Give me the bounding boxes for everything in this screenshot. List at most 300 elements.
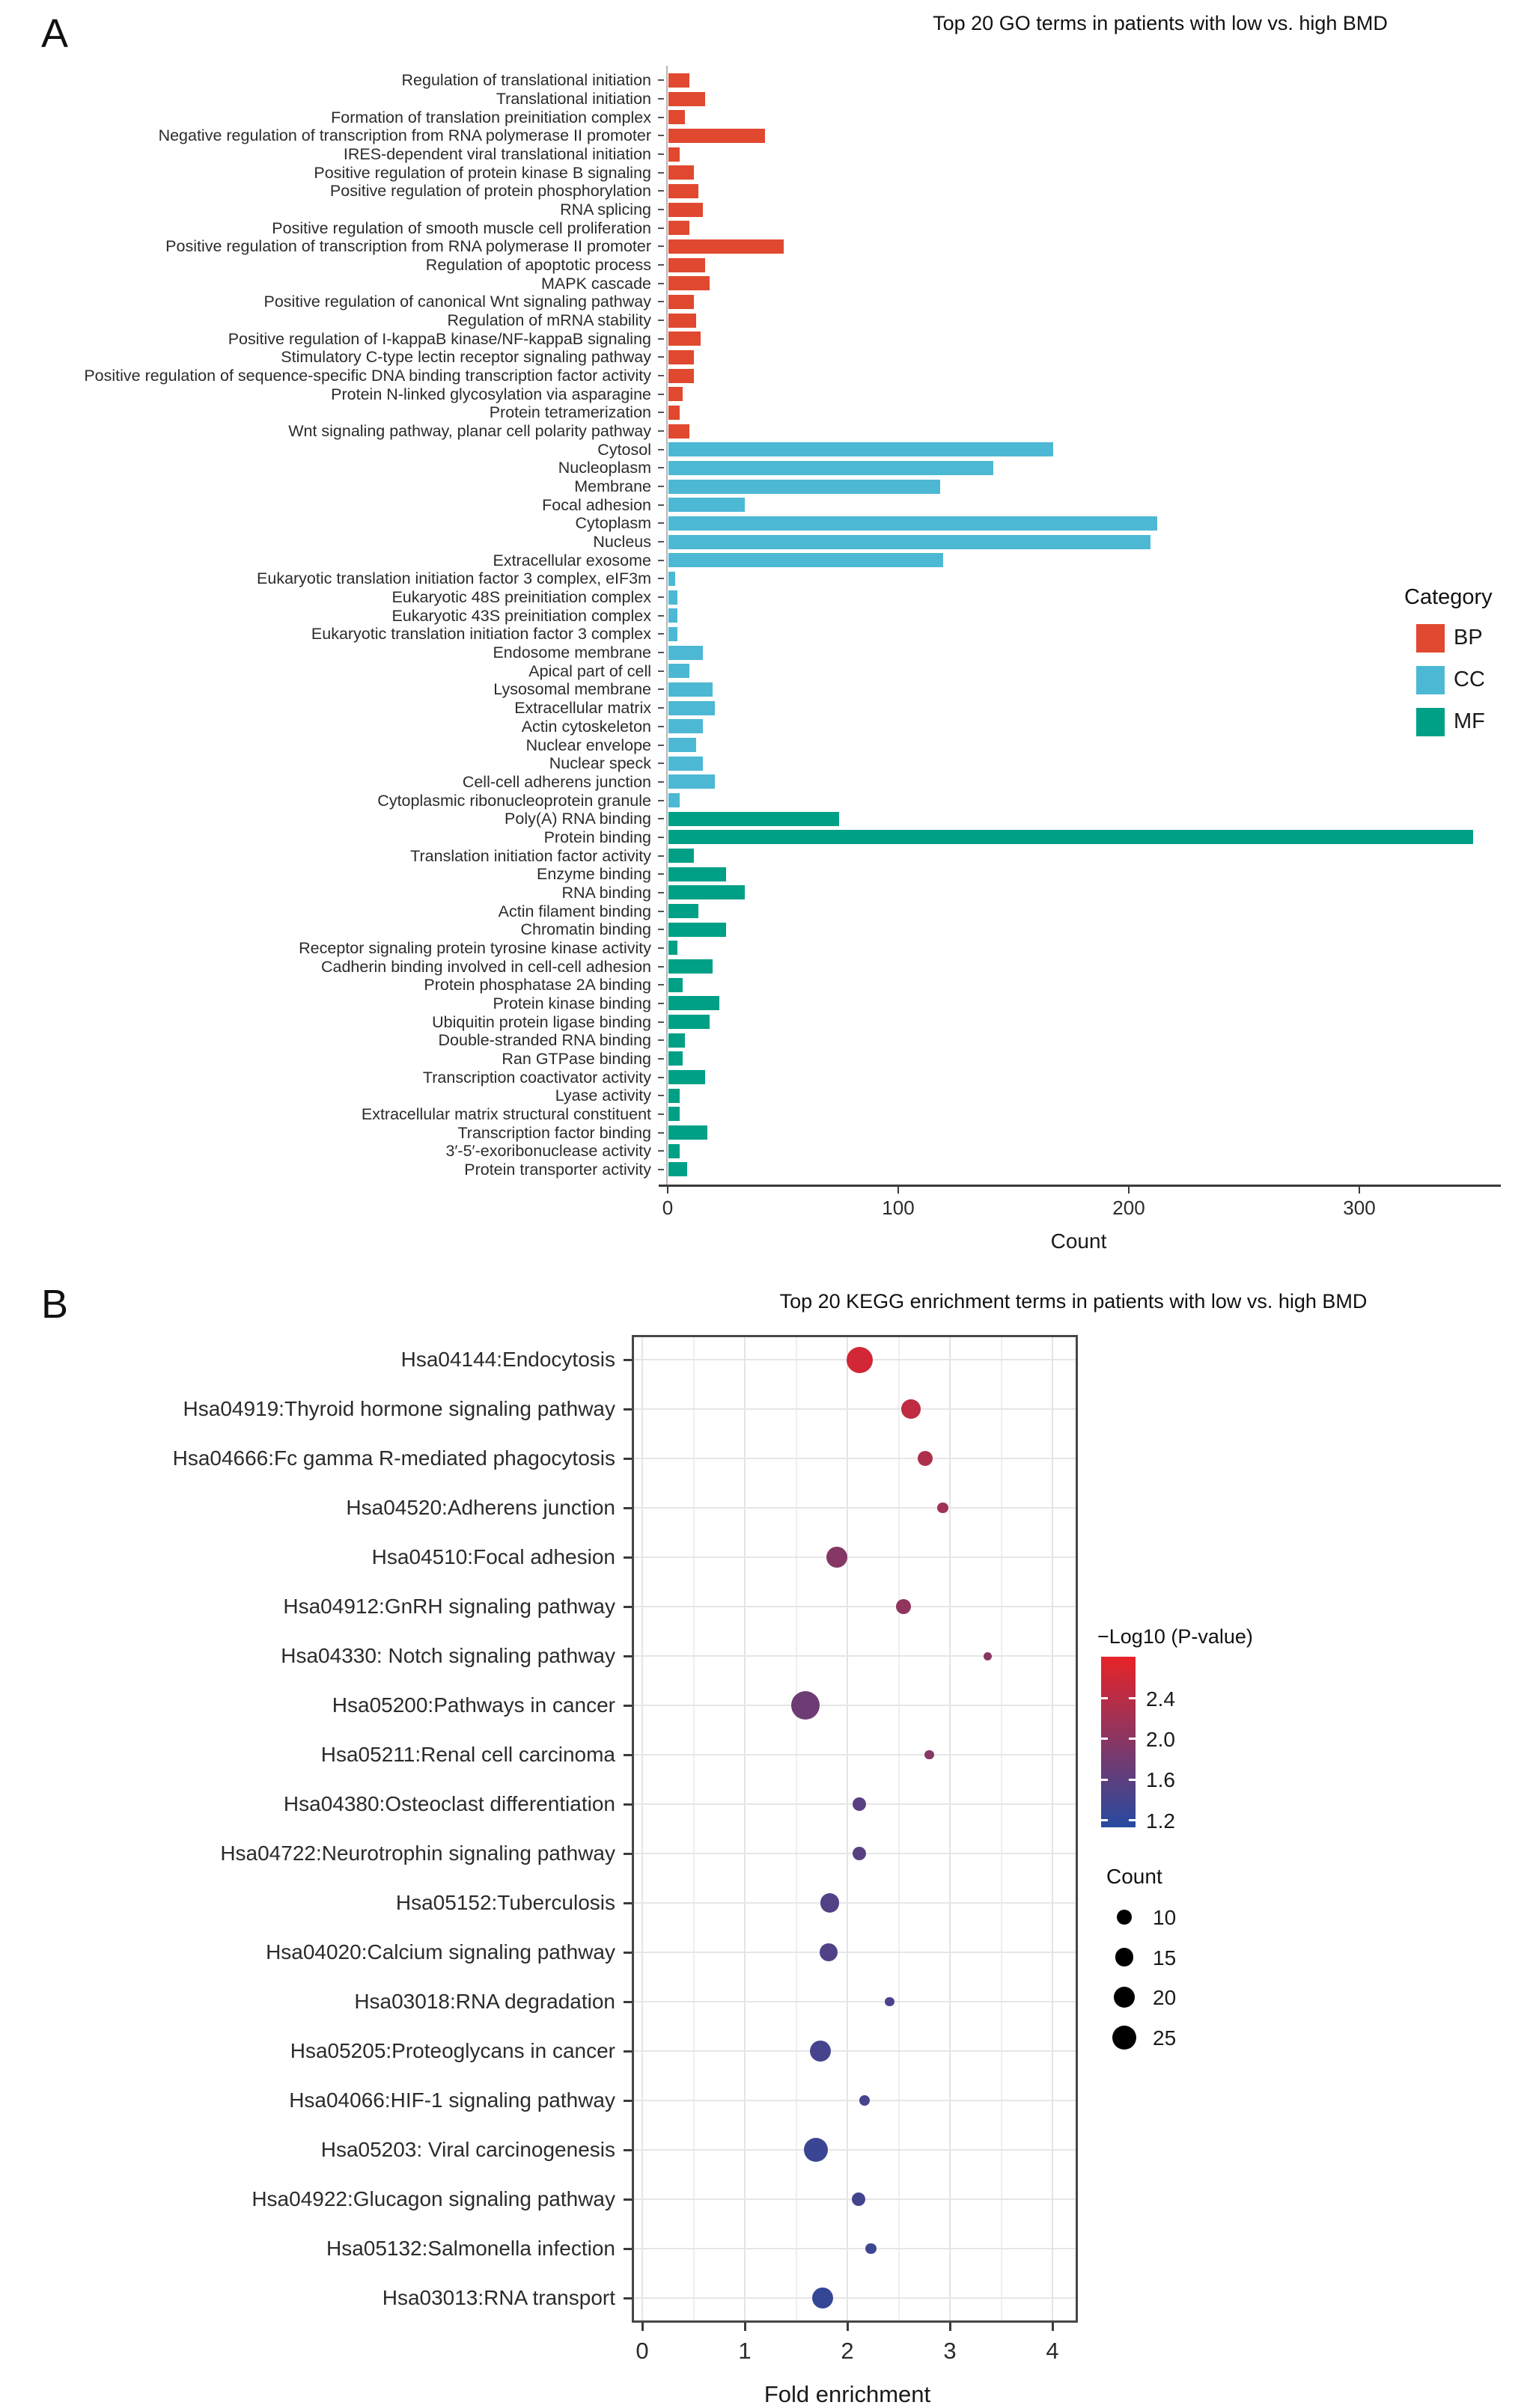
y-tick-mark (624, 1952, 632, 1954)
bar-label: Positive regulation of protein kinase B signaling (314, 163, 651, 182)
category-legend (1404, 585, 1493, 733)
colorbar-tick (1129, 1779, 1136, 1781)
pathway-label: Hsa04722:Neurotrophin signaling pathway (220, 1842, 615, 1865)
pathway-label: Hsa04520:Adherens junction (346, 1496, 615, 1519)
category-legend-title: Category (1404, 585, 1493, 609)
bar-label: Positive regulation of canonical Wnt signaling pathway (263, 293, 651, 311)
bar-bp (668, 147, 680, 162)
count-legend-circle (1112, 2026, 1136, 2050)
y-tick-mark (658, 560, 664, 561)
y-tick-mark (658, 1003, 664, 1004)
pvalue-color-legend (1097, 1625, 1367, 1833)
bar-label: Protein kinase binding (493, 994, 651, 1012)
bar-label: Actin cytoskeleton (521, 717, 651, 736)
bar-bp (668, 203, 703, 217)
bar-label: Protein transporter activity (464, 1160, 651, 1179)
bar-mf (668, 1015, 710, 1029)
pathway-label: Hsa05211:Renal cell carcinoma (320, 1743, 615, 1766)
count-legend-circle (1115, 1948, 1134, 1967)
bar-label: Nucleoplasm (558, 459, 651, 477)
gridline-horizontal (634, 1458, 1076, 1459)
y-tick-mark (624, 1359, 632, 1361)
plot-panel (632, 1335, 1078, 2323)
bar-bp (668, 331, 701, 346)
bar-mf (668, 941, 677, 955)
y-tick-mark (658, 356, 664, 358)
x-tick-label: 1 (738, 2338, 752, 2364)
gridline-vertical (898, 1337, 900, 2320)
bar-label: Positive regulation of protein phosphorylation (329, 182, 651, 201)
y-tick-mark (658, 652, 664, 653)
y-tick-mark (658, 1150, 664, 1152)
bar-label: Protein N-linked glycosylation via asparagine (331, 385, 651, 403)
bar-label: MAPK cascade (541, 274, 651, 293)
bar-label: Stimulatory C-type lectin receptor signaling pathway (281, 348, 651, 367)
pathway-label: Hsa05152:Tuberculosis (395, 1891, 615, 1914)
y-tick-mark (658, 153, 664, 155)
bar-mf (668, 1051, 683, 1066)
pathway-label: Hsa04666:Fc gamma R-mediated phagocytosis (172, 1446, 615, 1470)
y-tick-mark (658, 98, 664, 100)
bar-label: Translation initiation factor activity (410, 846, 651, 865)
legend-label-mf: MF (1454, 709, 1485, 733)
y-tick-mark (658, 615, 664, 617)
bar-mf (668, 812, 839, 826)
y-tick-mark (658, 984, 664, 985)
bar-label: Focal adhesion (542, 495, 651, 514)
bar-bp (668, 406, 680, 420)
y-tick-mark (624, 1606, 632, 1608)
x-tick-mark (949, 2323, 951, 2331)
data-dot (847, 1347, 873, 1373)
y-tick-mark (624, 2297, 632, 2299)
bar-label: Double-stranded RNA binding (438, 1031, 651, 1050)
y-tick-mark (658, 670, 664, 672)
bar-bp (668, 92, 705, 106)
gridline-vertical (641, 1337, 643, 2320)
y-tick-mark (624, 1655, 632, 1657)
bar-label: Nuclear speck (549, 754, 651, 773)
bar-cc (668, 627, 677, 641)
bar-mf (668, 996, 719, 1010)
x-tick-label: 3 (943, 2338, 957, 2364)
pathway-label: Hsa04919:Thyroid hormone signaling pathway (183, 1397, 615, 1420)
y-tick-mark (658, 264, 664, 266)
bar-cc (668, 572, 675, 586)
colorbar-tick-label: 2.0 (1146, 1727, 1175, 1751)
gridline-horizontal (634, 1754, 1076, 1755)
gridline-vertical (1001, 1337, 1002, 2320)
gridline-vertical (1052, 1337, 1053, 2320)
bar-label: Regulation of translational initiation (401, 71, 651, 90)
y-tick-mark (624, 1507, 632, 1509)
bar-mf (668, 904, 698, 918)
bar-label: Protein binding (543, 828, 651, 846)
data-dot (791, 1691, 820, 1720)
bar-label: Negative regulation of transcription from RNA polymerase II promoter (158, 126, 651, 145)
bar-label: Positive regulation of I-kappaB kinase/NF-kappaB signaling (228, 329, 651, 348)
x-axis-title: Fold enrichment (764, 2381, 931, 2407)
y-tick-mark (658, 745, 664, 746)
gridline-horizontal (634, 1408, 1076, 1410)
bar-bp (668, 129, 765, 143)
pathway-label: Hsa05203: Viral carcinogenesis (320, 2138, 615, 2161)
data-dot (820, 1943, 838, 1961)
data-dot (984, 1652, 992, 1660)
y-tick-mark (658, 283, 664, 284)
y-tick-mark (658, 412, 664, 413)
y-tick-mark (658, 135, 664, 136)
bar-mf (668, 1162, 687, 1176)
y-tick-mark (658, 522, 664, 524)
bar-label: Ran GTPase binding (502, 1049, 651, 1068)
bar-label: IRES-dependent viral translational initiation (343, 145, 651, 163)
bar-label: Nuclear envelope (525, 736, 651, 754)
colorbar-tick-label: 2.4 (1146, 1687, 1175, 1711)
bar-cc (668, 480, 940, 494)
y-tick-mark (658, 596, 664, 598)
bar-label: Ubiquitin protein ligase binding (432, 1012, 651, 1031)
count-legend-label: 15 (1153, 1946, 1177, 1970)
colorbar-tick (1101, 1819, 1108, 1821)
bar-cc (668, 719, 703, 733)
y-tick-mark (624, 1408, 632, 1411)
bar-label: Eukaryotic translation initiation factor 3 complex (311, 625, 651, 644)
y-tick-mark (658, 449, 664, 450)
x-tick-label: 200 (1112, 1197, 1145, 1219)
gridline-vertical (744, 1337, 746, 2320)
bar-cc (668, 701, 715, 715)
gridline-horizontal (634, 1952, 1076, 1953)
bar-label: Cytoplasm (575, 514, 651, 533)
bar-label: Translational initiation (496, 90, 651, 108)
y-tick-mark (658, 1113, 664, 1115)
y-tick-mark (658, 172, 664, 174)
bar-cc (668, 682, 713, 697)
pathway-label: Hsa05205:Proteoglycans in cancer (290, 2039, 615, 2062)
data-dot (820, 1893, 840, 1913)
x-axis-title: Count (1050, 1229, 1107, 1253)
bar-label: Lyase activity (555, 1087, 651, 1105)
bar-label: Eukaryotic 48S preinitiation complex (391, 588, 651, 607)
y-tick-mark (658, 430, 664, 432)
panel-a-label: A (41, 11, 69, 56)
pathway-label: Hsa04922:Glucagon signaling pathway (252, 2187, 615, 2210)
colorbar-tick (1129, 1738, 1136, 1740)
colorbar-tick (1101, 1779, 1108, 1781)
y-tick-mark (658, 1132, 664, 1134)
y-tick-mark (658, 375, 664, 376)
x-tick-label: 300 (1343, 1197, 1376, 1219)
bar-bp (668, 276, 710, 290)
pvalue-colorbar (1101, 1657, 1136, 1827)
gridline-horizontal (634, 2001, 1076, 2002)
y-tick-mark (658, 245, 664, 247)
bar-label: Extracellular matrix structural constituent (361, 1104, 651, 1123)
y-tick-mark (658, 394, 664, 395)
bar-label: Cell-cell adherens junction (462, 772, 651, 791)
bar-label: Cytosol (597, 440, 651, 459)
y-tick-mark (658, 855, 664, 857)
bar-cc (668, 590, 677, 605)
pathway-label: Hsa03013:RNA transport (382, 2286, 615, 2309)
y-tick-mark (658, 818, 664, 819)
x-tick-mark (847, 2323, 849, 2331)
x-tick-mark (667, 1187, 669, 1194)
y-tick-mark (624, 2198, 632, 2201)
x-tick-mark (641, 2323, 644, 2331)
bar-cc (668, 608, 677, 623)
bar-label: Positive regulation of sequence-specific DNA binding transcription factor activity (84, 367, 651, 385)
bar-label: Extracellular matrix (514, 699, 651, 718)
gridline-horizontal (634, 1902, 1076, 1904)
legend-swatch-bp (1416, 624, 1445, 653)
x-tick-label: 0 (636, 2338, 649, 2364)
y-tick-mark (658, 763, 664, 764)
data-dot (812, 2288, 833, 2308)
colorbar-tick (1101, 1697, 1108, 1699)
bar-label: Apical part of cell (528, 661, 651, 680)
data-dot (852, 2192, 865, 2206)
bar-bp (668, 258, 705, 272)
y-tick-mark (658, 1021, 664, 1023)
pathway-label: Hsa04066:HIF-1 signaling pathway (289, 2088, 615, 2112)
gridline-vertical (847, 1337, 848, 2320)
kegg-chart-title: Top 20 KEGG enrichment terms in patients with low vs. high BMD (779, 1290, 1368, 1313)
y-tick-mark (658, 688, 664, 690)
bar-cc (668, 442, 1053, 456)
count-legend-label: 20 (1153, 1986, 1177, 2009)
y-tick-mark (658, 947, 664, 949)
count-legend-title: Count (1106, 1865, 1162, 1888)
x-tick-mark (1052, 2323, 1054, 2331)
bar-cc (668, 793, 680, 807)
gridline-vertical (796, 1337, 797, 2320)
bar-label: Formation of translation preinitiation complex (331, 108, 651, 126)
bar-label: Endosome membrane (493, 644, 651, 662)
legend-swatch-mf (1416, 708, 1445, 736)
y-tick-mark (658, 1039, 664, 1041)
bar-label: Eukaryotic 43S preinitiation complex (391, 606, 651, 625)
data-dot (901, 1399, 921, 1419)
colorbar-tick-label: 1.2 (1146, 1809, 1175, 1833)
data-dot (804, 2138, 828, 2162)
pathway-label: Hsa04144:Endocytosis (400, 1348, 615, 1371)
y-axis-line (666, 66, 668, 1185)
pathway-label: Hsa04510:Focal adhesion (371, 1545, 615, 1568)
y-tick-mark (658, 301, 664, 302)
y-tick-mark (658, 837, 664, 838)
y-tick-mark (624, 1458, 632, 1460)
bar-mf (668, 978, 683, 992)
count-legend-circle (1117, 1910, 1132, 1925)
bar-label: 3′-5′-exoribonuclease activity (445, 1142, 651, 1161)
x-tick-label: 2 (841, 2338, 854, 2364)
data-dot (885, 1997, 894, 2007)
bar-bp (668, 424, 689, 438)
y-tick-mark (658, 1077, 664, 1078)
gridline-vertical (693, 1337, 695, 2320)
y-tick-mark (658, 1058, 664, 1060)
colorbar-tick (1129, 1819, 1136, 1821)
y-tick-mark (624, 1754, 632, 1756)
bar-label: Wnt signaling pathway, planar cell polarity pathway (288, 422, 651, 441)
bar-label: RNA binding (561, 883, 651, 902)
bar-mf (668, 959, 713, 974)
go-chart-title: Top 20 GO terms in patients with low vs. high BMD (933, 12, 1388, 34)
bar-mf (668, 1089, 680, 1103)
y-tick-mark (624, 1803, 632, 1806)
y-tick-mark (658, 467, 664, 468)
y-tick-mark (624, 1556, 632, 1559)
x-tick-mark (1359, 1187, 1361, 1194)
y-tick-mark (658, 541, 664, 543)
bar-bp (668, 110, 685, 124)
y-tick-mark (658, 227, 664, 229)
bar-bp (668, 165, 694, 180)
data-dot (865, 2243, 876, 2254)
gridline-vertical (949, 1337, 951, 2320)
pathway-label: Hsa04912:GnRH signaling pathway (283, 1595, 615, 1618)
bar-label: Poly(A) RNA binding (505, 810, 651, 828)
bar-mf (668, 1033, 685, 1048)
count-size-legend (1106, 1865, 1331, 2050)
gridline-horizontal (634, 2248, 1076, 2249)
pathway-label: Hsa04380:Osteoclast differentiation (283, 1792, 615, 1815)
bar-cc (668, 535, 1150, 549)
y-tick-mark (658, 320, 664, 321)
bar-label: Protein phosphatase 2A binding (424, 976, 651, 994)
gridline-horizontal (634, 1705, 1076, 1706)
pathway-label: Hsa04020:Calcium signaling pathway (266, 1940, 615, 1964)
bar-label: Regulation of mRNA stability (447, 311, 651, 329)
y-tick-mark (658, 911, 664, 912)
y-tick-mark (658, 486, 664, 487)
bar-label: Receptor signaling protein tyrosine kinase activity (299, 938, 651, 957)
y-tick-mark (658, 79, 664, 81)
bar-mf (668, 1107, 680, 1121)
data-dot (937, 1503, 948, 1513)
y-tick-mark (624, 1902, 632, 1904)
bar-bp (668, 387, 683, 401)
y-tick-mark (658, 966, 664, 968)
y-tick-mark (658, 781, 664, 783)
count-legend-label: 10 (1153, 1906, 1177, 1929)
bar-label: RNA splicing (560, 201, 651, 219)
bar-bp (668, 221, 689, 235)
colorbar-tick-label: 1.6 (1146, 1768, 1175, 1792)
y-tick-mark (658, 633, 664, 635)
bar-label: Extracellular exosome (493, 551, 651, 569)
bar-mf (668, 867, 726, 881)
bar-cc (668, 498, 745, 512)
y-tick-mark (658, 1169, 664, 1170)
bar-mf (668, 885, 745, 899)
y-tick-mark (624, 2100, 632, 2102)
bar-mf (668, 1070, 705, 1084)
x-axis-line (659, 1185, 1501, 1187)
x-tick-label: 0 (662, 1197, 674, 1219)
y-tick-mark (658, 209, 664, 210)
pathway-label: Hsa05132:Salmonella infection (326, 2237, 615, 2260)
y-tick-mark (658, 190, 664, 192)
panel-b-label: B (41, 1282, 69, 1327)
y-tick-mark (624, 1705, 632, 1707)
gridline-horizontal (634, 2297, 1076, 2299)
bar-label: Membrane (574, 477, 651, 496)
pathway-label: Hsa03018:RNA degradation (354, 1990, 615, 2013)
y-tick-mark (658, 338, 664, 340)
y-tick-mark (624, 1853, 632, 1855)
bar-cc (668, 664, 689, 678)
bar-bp (668, 369, 694, 383)
gridline-horizontal (634, 1655, 1076, 1657)
bar-cc (668, 757, 703, 771)
bar-cc (668, 774, 715, 789)
y-tick-mark (658, 929, 664, 930)
bar-label: Positive regulation of smooth muscle cell proliferation (272, 219, 651, 237)
y-tick-mark (624, 2149, 632, 2151)
bar-mf (668, 1144, 680, 1158)
y-tick-mark (658, 1095, 664, 1096)
y-tick-mark (658, 873, 664, 875)
legend-label-bp: BP (1454, 626, 1483, 650)
bar-label: Nucleus (593, 533, 651, 551)
y-tick-mark (658, 504, 664, 506)
x-tick-label: 100 (882, 1197, 915, 1219)
bar-label: Protein tetramerization (489, 403, 651, 422)
kegg-dot-plot (0, 1272, 1521, 2407)
bar-label: Eukaryotic translation initiation factor 3 complex, eIF3m (257, 569, 651, 588)
pvalue-legend-title: −Log10 (P-value) (1097, 1625, 1253, 1648)
y-tick-mark (658, 726, 664, 727)
gridline-horizontal (634, 1507, 1076, 1509)
legend-label-cc: CC (1454, 667, 1485, 691)
bar-bp (668, 73, 689, 88)
bar-label: Positive regulation of transcription from RNA polymerase II promoter (165, 237, 651, 256)
bar-label: Chromatin binding (520, 920, 651, 939)
bar-label: Actin filament binding (498, 902, 651, 920)
y-tick-mark (624, 2050, 632, 2053)
bar-mf (668, 1125, 707, 1140)
gridline-horizontal (634, 2149, 1076, 2151)
x-tick-mark (744, 2323, 746, 2331)
pathway-label: Hsa05200:Pathways in cancer (332, 1693, 615, 1717)
gridline-horizontal (634, 2050, 1076, 2052)
bar-mf (668, 849, 694, 863)
y-tick-mark (658, 707, 664, 709)
bar-mf (668, 923, 726, 937)
bar-label: Regulation of apoptotic process (425, 256, 651, 274)
bar-bp (668, 295, 694, 309)
bar-cc (668, 553, 943, 567)
bar-bp (668, 314, 696, 328)
bar-label: Transcription coactivator activity (422, 1068, 651, 1087)
y-tick-mark (658, 117, 664, 118)
x-tick-label: 4 (1046, 2338, 1059, 2364)
bar-label: Cytoplasmic ribonucleoprotein granule (377, 791, 651, 810)
colorbar-tick (1101, 1738, 1108, 1740)
y-tick-mark (658, 892, 664, 893)
x-tick-mark (1128, 1187, 1130, 1194)
legend-swatch-cc (1416, 666, 1445, 694)
bar-mf (668, 830, 1473, 844)
bar-bp (668, 184, 698, 198)
x-tick-mark (897, 1187, 900, 1194)
bar-label: Cadherin binding involved in cell-cell adhesion (320, 957, 651, 976)
y-tick-mark (658, 578, 664, 579)
gridline-horizontal (634, 2100, 1076, 2101)
